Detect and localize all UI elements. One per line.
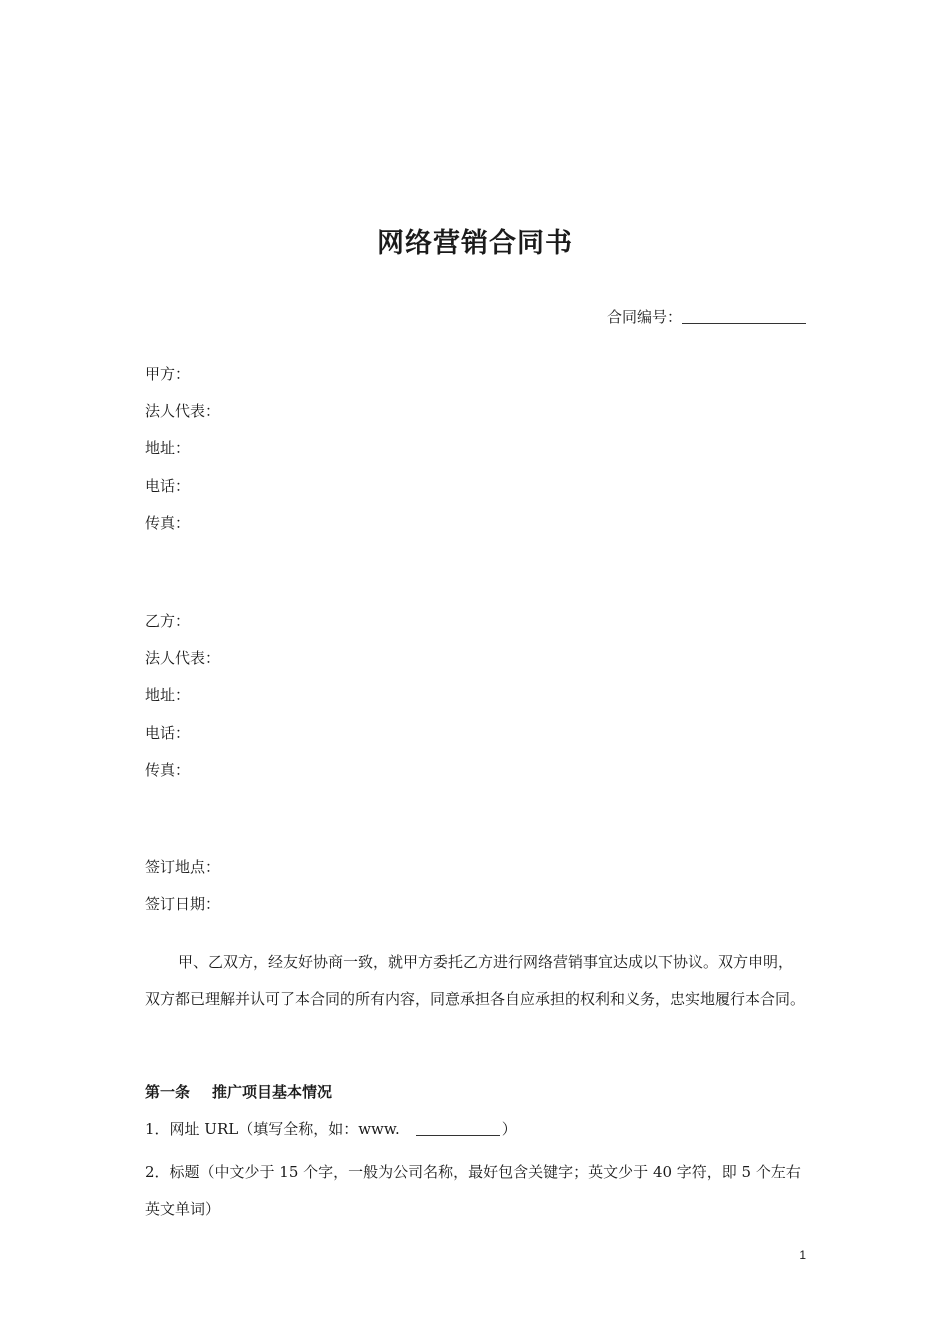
party-a-address: 地址： — [145, 439, 191, 457]
article-1-item-2: 2．标题（中文少于 15 个字，一般为公司名称，最好包含关键字；英文少于 40 字符，即 5 个左右英文单词） — [145, 1163, 801, 1218]
article-1-item-1 — [145, 1118, 517, 1139]
party-a-phone: 电话： — [145, 477, 191, 495]
article-1-title: 推广项目基本情况 — [212, 1083, 333, 1101]
party-b-phone: 电话： — [145, 724, 191, 742]
intro-paragraph: 甲、乙双方，经友好协商一致，就甲方委托乙方进行网络营销事宜达成以下协议。双方申明，双方都已理解并认可了本合同的所有内容，同意承担各自应承担的权利和义务，忠实地履行本合同。 — [145, 953, 806, 1008]
contract-number — [607, 306, 806, 327]
article-1-number: 第一条 — [145, 1083, 191, 1101]
party-b-legal-rep: 法人代表： — [145, 649, 221, 667]
contract-number-label: 合同编号： — [606, 308, 682, 326]
party-a-fax: 传真： — [145, 514, 191, 532]
signing-date: 签订日期： — [145, 895, 221, 913]
item-1-prefix: 1．网址 URL（填写全称，如：www. — [145, 1120, 400, 1138]
document-title: 网络营销合同书 — [377, 228, 573, 259]
party-b-fax: 传真： — [145, 761, 191, 779]
url-blank — [416, 1121, 500, 1136]
contract-number-blank — [682, 309, 806, 324]
party-b-name: 乙方： — [145, 612, 191, 630]
page-number: 1 — [799, 1248, 806, 1262]
item-1-suffix: ） — [501, 1120, 517, 1138]
signing-place: 签订地点： — [145, 858, 221, 876]
party-a-legal-rep: 法人代表： — [145, 402, 221, 420]
party-b-address: 地址： — [145, 686, 191, 704]
article-1-heading — [145, 1081, 332, 1102]
party-a-name: 甲方： — [145, 365, 191, 383]
